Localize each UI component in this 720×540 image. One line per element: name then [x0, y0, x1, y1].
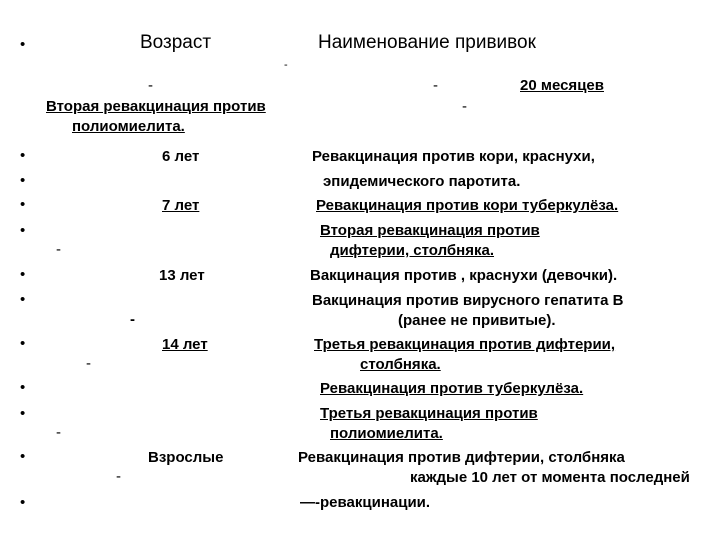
vaccine-text: Ревакцинация против дифтерии, столбняка [298, 449, 625, 466]
vaccine-text: —-ревакцинации. [300, 494, 431, 511]
dash: - [148, 77, 153, 94]
vaccine-text: Вакцинация против , краснухи (девочки). [310, 267, 618, 284]
dash: - [56, 241, 61, 258]
bullet: • [20, 266, 26, 283]
age-14-years: 14 лет [162, 336, 208, 353]
vaccine-text: эпидемического паротита. [323, 173, 521, 190]
vaccine-text: дифтерии, столбняка. [330, 242, 495, 259]
header-age: Возраст [140, 32, 212, 53]
bullet: • [20, 494, 26, 511]
age-adults: Взрослые [148, 449, 224, 466]
age-13-years: 13 лет [159, 267, 205, 284]
vaccine-text: Ревакцинация против кори, краснухи, [312, 148, 595, 165]
vaccine-text: (ранее не привитые). [398, 312, 556, 329]
dash: - [462, 98, 467, 115]
vaccine-text: Третья ревакцинация против дифтерии, [314, 336, 616, 353]
bullet: • [20, 291, 26, 308]
dash: - [130, 311, 135, 328]
vaccine-text: полиомиелита. [72, 118, 185, 135]
dash: - [56, 424, 61, 441]
header-name: Наименование прививок [318, 32, 536, 53]
age-6-years: 6 лет [162, 148, 200, 165]
dash: - [116, 468, 121, 485]
bullet: • [20, 147, 26, 164]
vaccine-text: Ревакцинация против кори туберкулёза. [316, 197, 619, 214]
age-7-years: 7 лет [162, 197, 200, 214]
bullet: • [20, 448, 26, 465]
vaccine-text: Вторая ревакцинация против [46, 98, 266, 115]
bullet: • [20, 36, 26, 53]
age-20-months: 20 месяцев [520, 77, 604, 94]
vaccine-text: полиомиелита. [330, 425, 443, 442]
vaccine-text: Ревакцинация против туберкулёза. [320, 380, 584, 397]
vaccine-text: Вторая ревакцинация против [320, 222, 540, 239]
vaccine-text: Вакцинация против вирусного гепатита В [312, 292, 624, 309]
dash: - [284, 59, 288, 71]
dash: - [86, 355, 91, 372]
dash: - [433, 77, 438, 94]
bullet: • [20, 405, 26, 422]
vaccine-text: Третья ревакцинация против [320, 405, 538, 422]
bullet: • [20, 172, 26, 189]
vaccine-text: столбняка. [360, 356, 441, 373]
bullet: • [20, 335, 26, 352]
bullet: • [20, 379, 26, 396]
bullet: • [20, 222, 26, 239]
bullet: • [20, 196, 26, 213]
vaccine-text: каждые 10 лет от момента последней [410, 469, 690, 486]
